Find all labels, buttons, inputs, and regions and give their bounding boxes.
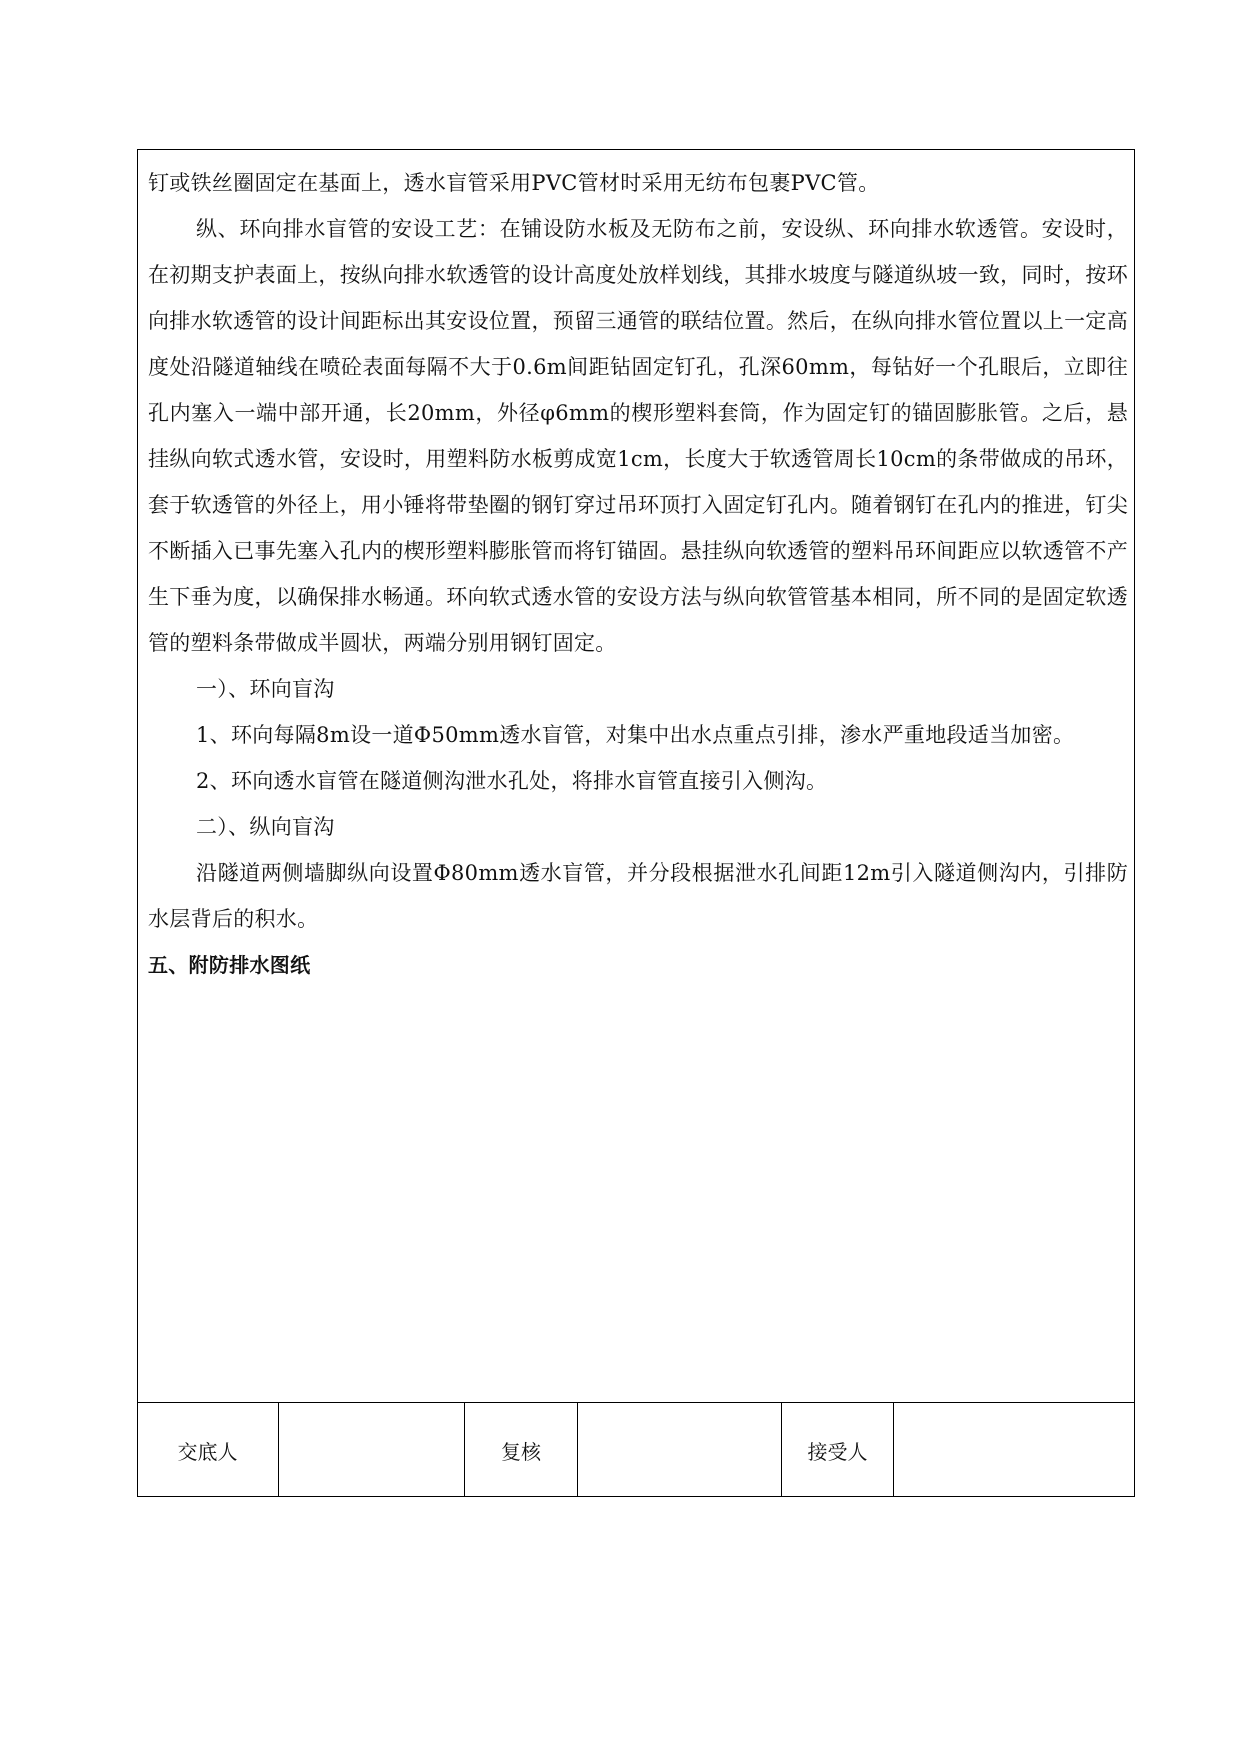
paragraph-continuation: 钉或铁丝圈固定在基面上，透水盲管采用PVC管材时采用无纺布包裹PVC管。: [148, 171, 880, 195]
paragraph-longitudinal-drain: 沿隧道两侧墙脚纵向设置Φ80mm透水盲管，并分段根据泄水孔间距12m引入隧道侧沟内，引排防水层背后的积水。: [148, 861, 1128, 931]
reviewer-label: 复核: [465, 1403, 578, 1497]
paragraph-circumferential-item-2: 2、环向透水盲管在隧道侧沟泄水孔处，将排水盲管直接引入侧沟。: [196, 769, 828, 793]
paragraph-circumferential-item-1: 1、环向每隔8m设一道Φ50mm透水盲管，对集中出水点重点引排，渗水严重地段适当加密。: [196, 723, 1075, 747]
receiver-label: 接受人: [782, 1403, 894, 1497]
signature-row: [137, 1402, 1135, 1497]
subheading-circumferential-drain: 一）、环向盲沟: [196, 677, 335, 701]
document-body: [148, 160, 1128, 988]
reviewer-signature-field[interactable]: [578, 1403, 782, 1497]
presenter-signature-field[interactable]: [279, 1403, 465, 1497]
section-heading-drawings: 五、附防排水图纸: [148, 953, 311, 977]
paragraph-installation-process: 纵、环向排水盲管的安设工艺：在铺设防水板及无防布之前，安设纵、环向排水软透管。安设时，在初期支护表面上，按纵向排水软透管的设计高度处放样划线，其排水坡度与隧道纵坡一致，同时，按环向排水软透管的设计间距标出其安设位置，预留三通管的联结位置。然后，在纵向排水管位置以上一定高度处沿隧道轴线在喷砼表面每隔不大于0.6m间距钻固定钉孔，孔深60mm，每钻好一个孔眼后，立即往孔内塞入一端中部开通，长20mm，外径φ6mm的楔形塑料套筒，作为固定钉的锚固膨胀管。之后，悬挂纵向软式透水管，安设时，用塑料防水板剪成宽1cm，长度大于软透管周长10cm的条带做成的吊环，套于软透管的外径上，用小锤将带垫圈的钢钉穿过吊环顶打入固定钉孔内。随着钢钉在孔内的推进，钉尖不断插入已事先塞入孔内的楔形塑料膨胀管而将钉锚固。悬挂纵向软透管的塑料吊环间距应以软透管不产生下垂为度，以确保排水畅通。环向软式透水管的安设方法与纵向软管管基本相同，所不同的是固定软透管的塑料条带做成半圆状，两端分别用钢钉固定。: [148, 217, 1128, 655]
subheading-longitudinal-drain: 二）、纵向盲沟: [196, 815, 335, 839]
presenter-label: 交底人: [137, 1403, 279, 1497]
receiver-signature-field[interactable]: [894, 1403, 1135, 1497]
